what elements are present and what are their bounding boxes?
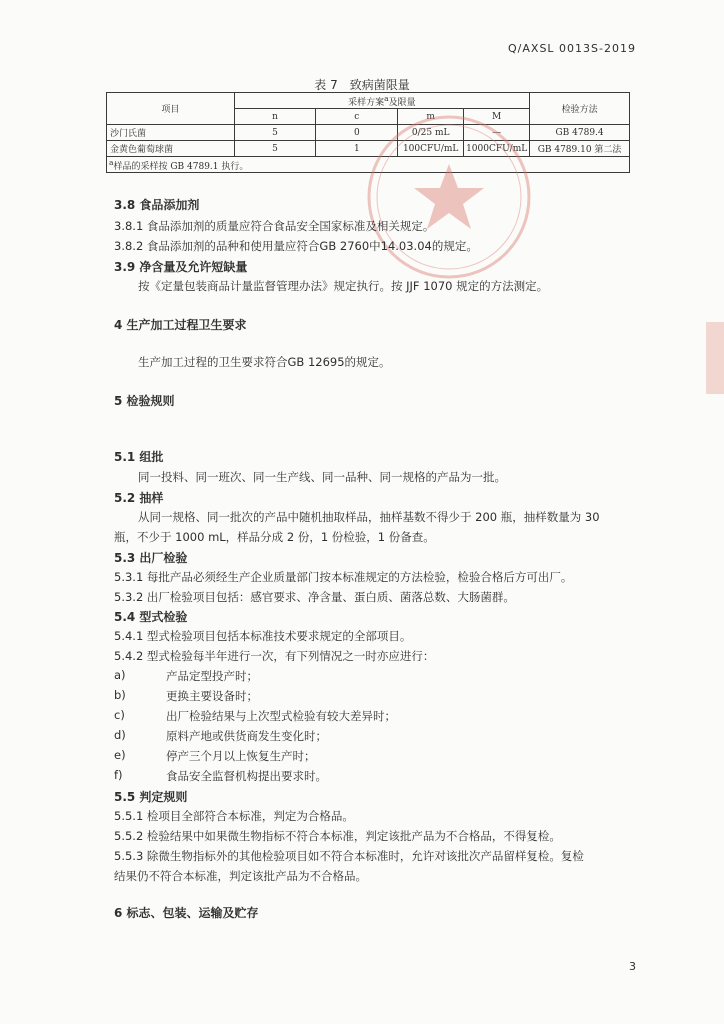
section-6-heading: 6 标志、包装、运输及贮存 (114, 906, 259, 920)
clause-5-4-1: 5.4.1 型式检验项目包括本标准技术要求规定的全部项目。 (114, 629, 412, 643)
cell-item: 金黄色葡萄球菌 (107, 141, 235, 157)
list-item-text: 食品安全监督机构提出要求时。 (166, 769, 327, 783)
list-item-text: 停产三个月以上恢复生产时； (166, 749, 316, 763)
clause-5-4-2: 5.4.2 型式检验每半年进行一次，有下列情况之一时亦应进行： (114, 649, 435, 663)
header-sampling-text: 采样方案 (348, 97, 385, 108)
section-3-8-heading: 3.8 食品添加剂 (114, 198, 200, 212)
section-5-4-heading: 5.4 型式检验 (114, 610, 188, 624)
clause-5-3-1: 5.3.1 每批产品必须经生产企业质量部门按本标准规定的方法检验，检验合格后方可出厂。 (114, 570, 573, 584)
cell-M: 1000CFU/mL (464, 141, 530, 157)
table-note-marker: a (109, 157, 114, 167)
list-item-key: c) (114, 708, 125, 722)
standard-number: Q/AXSL 0013S-2019 (508, 42, 636, 55)
cell-n: 5 (234, 125, 316, 141)
list-item-key: a) (114, 668, 126, 682)
clause-5-3-2: 5.3.2 出厂检验项目包括：感官要求、净含量、蛋白质、菌落总数、大肠菌群。 (114, 590, 515, 604)
cell-m: 100CFU/mL (398, 141, 464, 157)
company-seal-stamp (364, 112, 534, 282)
clause-5-5-3-line-2: 结果仍不符合本标准，判定该批产品为不合格品。 (114, 869, 367, 883)
clause-5-5-3-line-1: 5.5.3 除微生物指标外的其他检验项目如不符合本标准时，允许对该批次产品留样复检。复检 (114, 849, 584, 863)
list-item-key: b) (114, 688, 126, 702)
header-limit-text: 及限量 (388, 97, 416, 108)
cell-M: — (464, 125, 530, 141)
section-4-text: 生产加工过程的卫生要求符合GB 12695的规定。 (138, 355, 391, 369)
clause-3-9-text: 按《定量包装商品计量监督管理办法》规定执行。按 JJF 1070 规定的方法测定。 (138, 279, 549, 293)
table-caption-number: 表 7 (314, 78, 338, 92)
subheader-c: c (316, 109, 398, 125)
page-number: 3 (629, 960, 636, 973)
cell-item: 沙门氏菌 (107, 125, 235, 141)
section-3-9-heading: 3.9 净含量及允许短缺量 (114, 260, 248, 274)
list-item-key: e) (114, 748, 126, 762)
clause-3-8-1: 3.8.1 食品添加剂的质量应符合食品安全国家标准及相关规定。 (114, 219, 435, 233)
list-item-key: f) (114, 768, 123, 782)
clause-3-8-2: 3.8.2 食品添加剂的品种和使用量应符合GB 2760中14.03.04的规定。 (114, 239, 478, 253)
clause-5-5-1: 5.5.1 检项目全部符合本标准，判定为合格品。 (114, 809, 354, 823)
section-5-1-heading: 5.1 组批 (114, 450, 164, 464)
subheader-m: m (398, 109, 464, 125)
section-5-2-text-line-1: 从同一规格、同一批次的产品中随机抽取样品，抽样基数不得少于 200 瓶，抽样数量为 30 (138, 510, 600, 524)
cell-method: GB 4789.10 第二法 (530, 141, 630, 157)
header-item: 项目 (107, 93, 235, 125)
subheader-M: M (464, 109, 530, 125)
cell-n: 5 (234, 141, 316, 157)
section-5-3-heading: 5.3 出厂检验 (114, 551, 188, 565)
header-sampling-footnote: a (384, 93, 389, 103)
header-sampling (234, 93, 529, 109)
table-caption-title: 致病菌限量 (349, 78, 410, 92)
table-header-row (107, 93, 630, 109)
list-item-text: 更换主要设备时； (166, 689, 258, 703)
cell-m: 0/25 mL (398, 125, 464, 141)
section-5-1-text: 同一投料、同一班次、同一生产线、同一品种、同一规格的产品为一批。 (138, 470, 506, 484)
table-caption (0, 76, 724, 93)
list-item-key: d) (114, 728, 126, 742)
section-5-5-heading: 5.5 判定规则 (114, 790, 188, 804)
cell-c: 0 (316, 125, 398, 141)
list-item-text: 出厂检验结果与上次型式检验有较大差异时； (166, 709, 396, 723)
table-note-text: 样品的采样按 GB 4789.1 执行。 (113, 161, 249, 172)
subheader-n: n (234, 109, 316, 125)
list-item-text: 产品定型投产时； (166, 669, 258, 683)
list-item-text: 原料产地或供货商发生变化时； (166, 729, 327, 743)
binding-stamp-mark (706, 322, 724, 394)
clause-5-5-2: 5.5.2 检验结果中如果微生物指标不符合本标准，判定该批产品为不合格品，不得复检。 (114, 829, 561, 843)
cell-method: GB 4789.4 (530, 125, 630, 141)
cell-c: 1 (316, 141, 398, 157)
section-4-heading: 4 生产加工过程卫生要求 (114, 318, 247, 332)
section-5-2-heading: 5.2 抽样 (114, 491, 164, 505)
section-5-heading: 5 检验规则 (114, 394, 175, 408)
header-method: 检验方法 (530, 93, 630, 125)
section-5-2-text-line-2: 瓶，不少于 1000 mL，样品分成 2 份，1 份检验，1 份备查。 (114, 530, 435, 544)
